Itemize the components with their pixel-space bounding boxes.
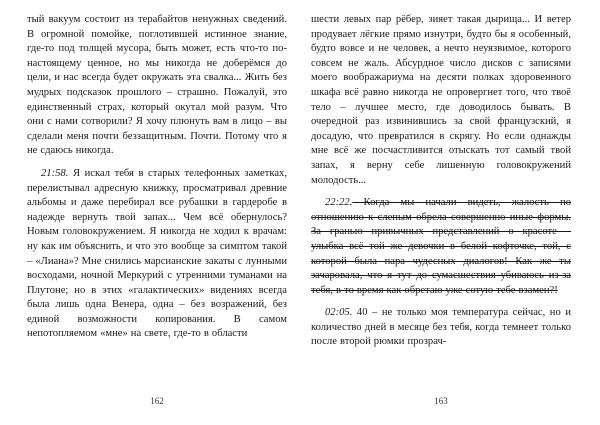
struck-through-text: Когда мы начали видеть, жалость по отношению к слепым обрела совершенно иные формы. За гранью привычных представлений о красоте – улыбка всё той же девочки в белой кофточке, той, с которой была пара чудесных диалогов! Как же ты зачаровала, что я тут до сумасшествия убиваюсь из-за тебя, в то время как обретаю уже сотую тебе взамен?! (311, 197, 571, 296)
left-paragraph-1: тый вакуум состоит из терабайтов ненужных сведений. В огромной помойке, поглотившей истинное знание, где-то под толщей мусора, быть может, есть что-то по-настоящему ценное, но мы никогда не доберёмся до цели, и нас всегда будет окружать эта свалка... Жить без мудрых подсказок прошлого – страшно. Пожалуй, это единственный страх, который окутал мой разум. Что они с нами сотворили? Я хочу плюнуть вам в лицо – вы сделали меня почти беззащитным. Почти. Потому что я не сдаюсь никогда. (27, 14, 287, 157)
right-paragraph-3-text: 40 – не только моя температура сейчас, но и количество дней в месяце без тебя, когда темнеет только после второй рюмки прозрач- (311, 307, 571, 348)
right-page (311, 13, 571, 425)
left-paragraph-2-text: Я искал тебя в старых телефонных заметках, перелистывал адресную книжку, просматривал древние альбомы и даже перебирал все рубашки в гардеробе в надежде вернуть твой запах... Чем всё обернулось? Новым головокружением. Я никогда не ходил к врачам: ну как им объяснить, и что это вообще за симптом такой – «Лиана»? Мне снились марсианские закаты с лунными восходами, ночной Меркурий с утренними туманами на Плутоне; но в этих «галактических» видениях всегда была лишь одна Венера, одна – без возражений, без единой возможности копирования. В самом непотопляемом «мне» на свете, где-то в области (27, 167, 287, 340)
right-paragraph-1: шести левых пар рёбер, зияет такая дырища... И ветер продувает лёгкие прямо изнутри, будто бы я особенный, будто вовсе и не человек, а нечто неуязвимое, которого совсем не жаль. Абсурдное число дисков с записями моего воображариума на десяти полках здоровенного шкафа всё равно никогда не опровергнет того, что твоё тело – лучшее место, где доводилось бывать. В очередной раз извинившись за свой французский, я досадую, что превратился в скрягу. Но если однажды мне всё же посчастливится отыскать тот самый твой запах, я верну себе лишенную головокружений молодость... (311, 14, 571, 186)
timestamp: 22:22. (325, 197, 353, 209)
page-number-right: 163 (434, 396, 448, 406)
right-paragraph-3 (311, 306, 571, 350)
page-number-left: 162 (150, 396, 164, 406)
timestamp: 02:05. (325, 307, 353, 319)
left-paragraph-2 (27, 167, 287, 342)
right-paragraph-2 (311, 196, 571, 298)
timestamp: 21:58. (41, 167, 69, 179)
left-page (27, 13, 287, 425)
